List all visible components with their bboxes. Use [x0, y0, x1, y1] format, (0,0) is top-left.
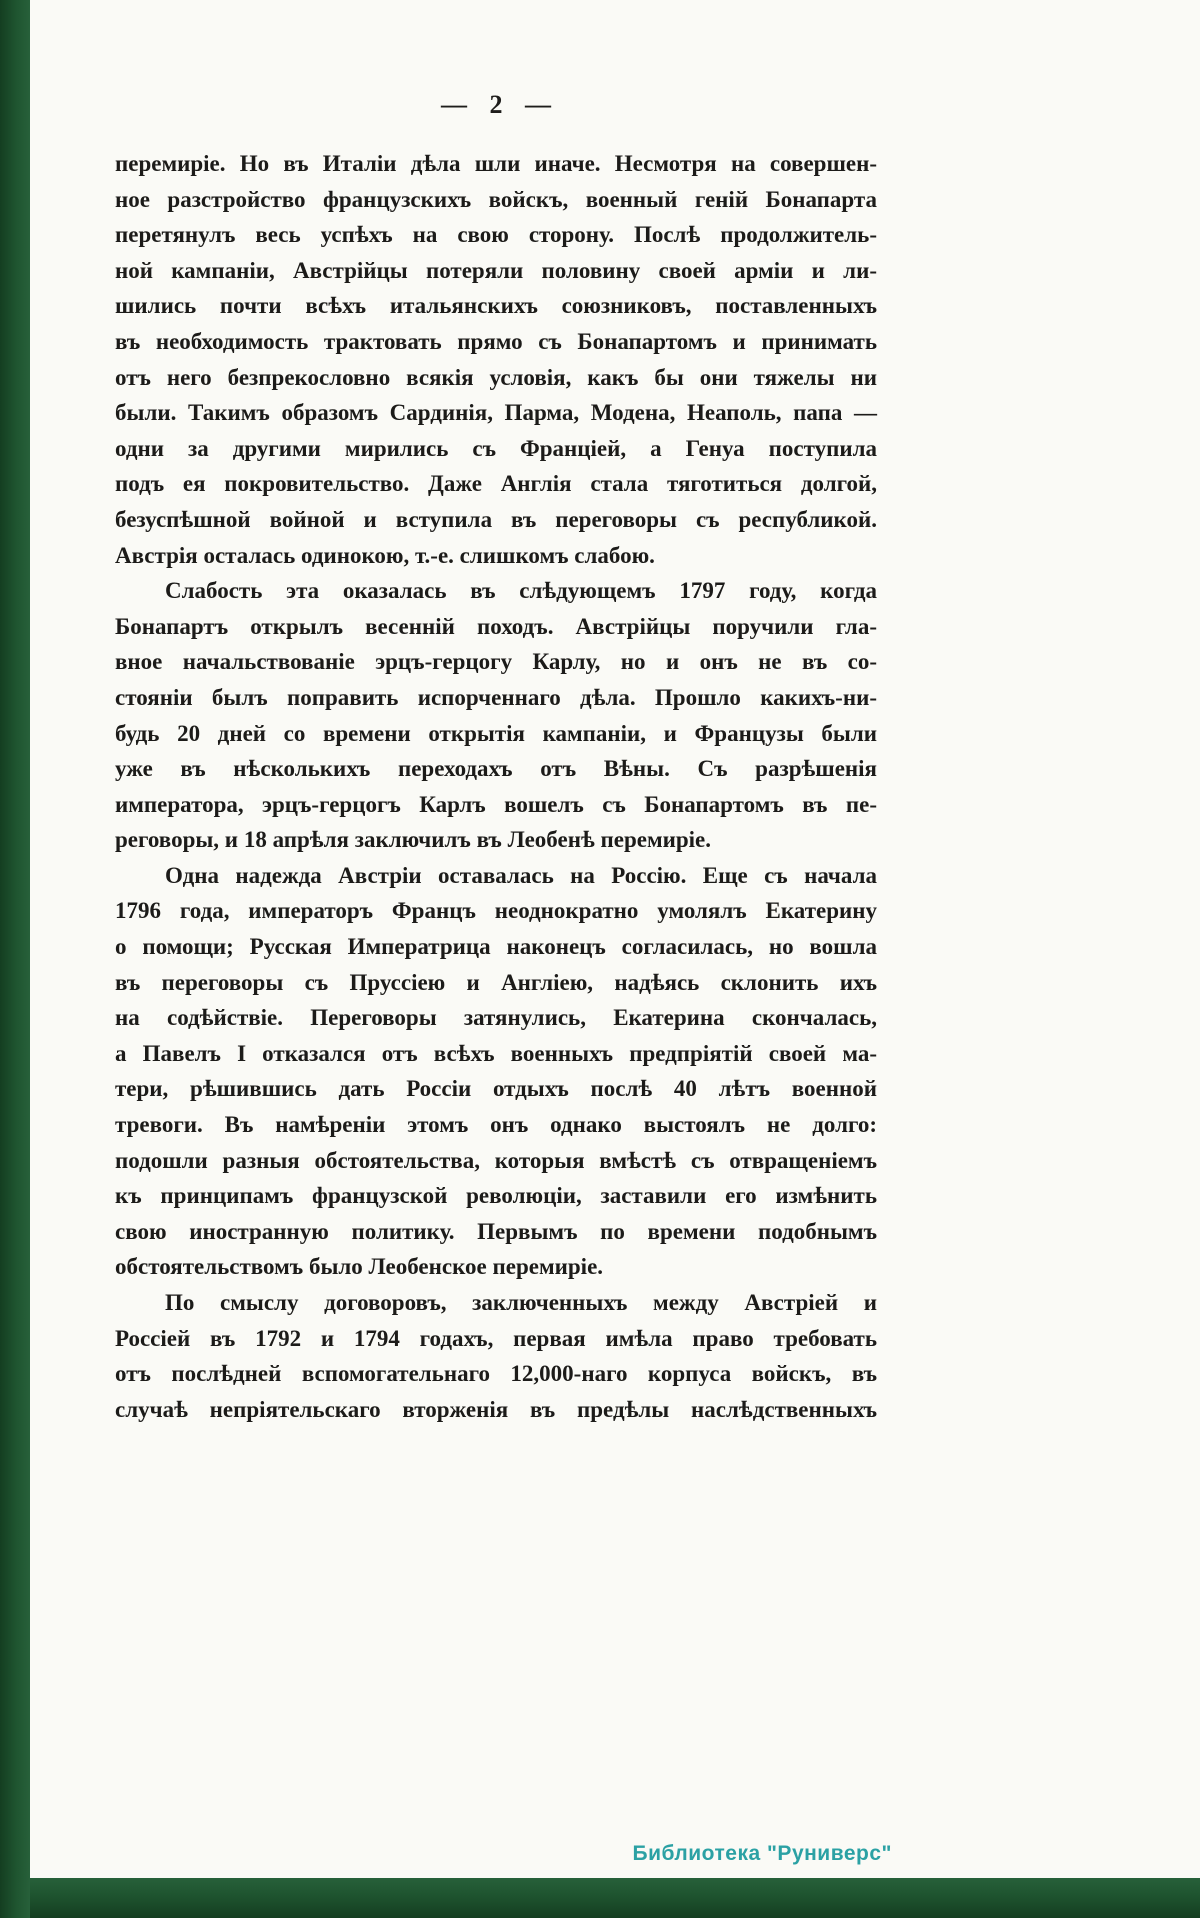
- text-line: вное начальствованіе эрцъ-герцогу Карлу, но и онъ не въ со-: [115, 649, 877, 675]
- text-line: стояніи былъ поправить испорченнаго дѣла. Прошло какихъ-ни-: [115, 684, 877, 710]
- text-line: на содѣйствіе. Переговоры затянулись, Екатерина скончалась,: [115, 1005, 877, 1031]
- text-line: Австрія осталась одинокою, т.-е. слишкомъ слабою.: [115, 542, 655, 568]
- text-line: Бонапартъ открылъ весенній походъ. Австрійцы поручили гла-: [115, 613, 877, 639]
- text-line: отъ него безпрекословно всякія условія, какъ бы они тяжелы ни: [115, 364, 877, 390]
- book-page: [115, 90, 877, 1427]
- scan-edge-left: [0, 0, 30, 1918]
- text-line: Одна надежда Австріи оставалась на Россію. Еще съ начала: [165, 862, 877, 888]
- text-line: въ переговоры съ Пруссіею и Англіею, надѣясь склонить ихъ: [115, 969, 877, 995]
- library-watermark: Библиотека "Руниверс": [632, 1842, 892, 1865]
- text-line: Россіей въ 1792 и 1794 годахъ, первая имѣла право требовать: [115, 1325, 877, 1351]
- text-line: въ необходимость трактовать прямо съ Бонапартомъ и принимать: [115, 328, 877, 354]
- text-line: обстоятельствомъ было Леобенское перемиріе.: [115, 1254, 604, 1280]
- scan-edge-bottom: [0, 1878, 1200, 1918]
- text-line: императора, эрцъ-герцогъ Карлъ вошелъ съ Бонапартомъ въ пе-: [115, 791, 877, 817]
- text-line: ной кампаніи, Австрійцы потеряли половину своей арміи и ли-: [115, 257, 877, 283]
- text-line: подошли разныя обстоятельства, которыя вмѣстѣ съ отвращеніемъ: [115, 1147, 877, 1173]
- text-line: отъ послѣдней вспомогательнаго 12,000-наго корпуса войскъ, въ: [115, 1361, 877, 1387]
- text-line: шились почти всѣхъ итальянскихъ союзниковъ, поставленныхъ: [115, 293, 877, 319]
- text-line: подъ ея покровительство. Даже Англія стала тяготиться долгой,: [115, 471, 877, 497]
- text-line: уже въ нѣсколькихъ переходахъ отъ Вѣны. Съ разрѣшенія: [115, 756, 877, 782]
- text-line: реговоры, и 18 апрѣля заключилъ въ Леобенѣ перемиріе.: [115, 827, 712, 853]
- text-line: а Павелъ I отказался отъ всѣхъ военныхъ предпріятій своей ма-: [115, 1040, 877, 1066]
- text-line: безуспѣшной войной и вступила въ переговоры съ республикой.: [115, 506, 877, 532]
- text-line: будь 20 дней со времени открытія кампаніи, и Французы были: [115, 720, 877, 746]
- text-line: тери, рѣшившись дать Россіи отдыхъ послѣ 40 лѣтъ военной: [115, 1076, 877, 1102]
- text-line: По смыслу договоровъ, заключенныхъ между Австріей и: [165, 1290, 877, 1315]
- text-line: были. Такимъ образомъ Сардинія, Парма, Модена, Неаполь, папа —: [115, 400, 877, 426]
- text-line: о помощи; Русская Императрица наконецъ согласилась, но вошла: [115, 934, 877, 960]
- text-line: свою иностранную политику. Первымъ по времени подобнымъ: [115, 1218, 877, 1244]
- text-line: Слабость эта оказалась въ слѣдующемъ 1797 году, когда: [165, 578, 877, 604]
- text-line: тревоги. Въ намѣреніи этомъ онъ однако выстоялъ не долго:: [115, 1112, 877, 1138]
- text-line: перемиріе. Но въ Италіи дѣла шли иначе. Несмотря на совершен-: [115, 151, 877, 176]
- page-number: — 2 —: [441, 90, 551, 119]
- text-line: случаѣ непріятельскаго вторженія въ предѣлы наслѣдственныхъ: [115, 1396, 877, 1422]
- page-body-text: [115, 146, 877, 1427]
- text-line: ное разстройство французскихъ войскъ, военный геній Бонапарта: [115, 186, 877, 212]
- text-line: перетянулъ весь успѣхъ на свою сторону. Послѣ продолжитель-: [115, 222, 877, 248]
- text-line: одни за другими мирились съ Франціей, а Генуа поступила: [115, 435, 877, 461]
- text-line: 1796 года, императоръ Францъ неоднократно умолялъ Екатерину: [115, 898, 877, 924]
- text-line: къ принципамъ французской революціи, заставили его измѣнить: [115, 1183, 877, 1209]
